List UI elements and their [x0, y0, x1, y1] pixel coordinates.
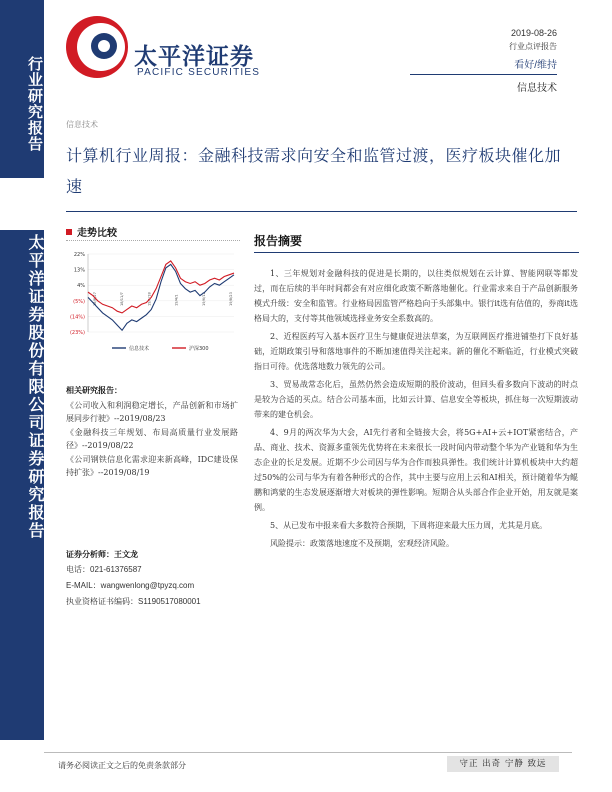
related-reports — [66, 384, 238, 480]
sidebar-bottom-label: 太平洋证券股份有限公司证券研究报告 — [26, 234, 45, 540]
related-heading: 相关研究报告： — [66, 385, 122, 395]
trend-heading-row — [66, 224, 117, 239]
analyst-block — [66, 546, 246, 610]
legend-label: 信息技术 — [129, 346, 150, 352]
y-tick-label: 4% — [77, 283, 85, 290]
x-tick-label: 19/1/18 — [147, 292, 152, 306]
abstract-heading: 报告摘要 — [254, 234, 303, 248]
abstract-paragraph: 4、9月的两次华为大会，AI先行者和全链接大会，将5G+AI+云+IOT紧密结合，产品、商业、技术、资源多重领先优势将在未来很长一段时间内带动整个华为产业链和华为生态企业的长足发展。近期不少公司因与华为合作而独具弹性。我们统计计算机板块中大约超过50%的公司与华为有着各种形式的合作，其中主要与应用上云和AI相关，预计随着华为鲲鹏和鸿蒙的生态发展逐渐增大对板块的弹性影响。短期合从头部合作企业开始，用友就是案例。 — [254, 428, 578, 512]
sidebar-top-band — [0, 0, 44, 178]
related-item[interactable]: 《公司收入和利润稳定增长，产品创新和市场扩展同步行驶》--2019/08/23 — [66, 400, 238, 423]
logo-en-text: PACIFIC SECURITIES — [137, 67, 261, 78]
x-tick-label: 19/6/12 — [201, 292, 206, 306]
abstract-divider — [254, 252, 579, 253]
report-industry: 信息技术 — [517, 83, 557, 94]
y-tick-label: (23%) — [69, 330, 85, 336]
report-title: 计算机行业周报：金融科技需求向安全和监管过渡，医疗板块催化加速 — [66, 146, 562, 196]
y-tick-label: 13% — [73, 267, 85, 274]
abstract-body — [254, 266, 578, 554]
analyst-heading: 证券分析师：王文龙 — [66, 549, 138, 559]
analyst-email[interactable]: E-MAIL：wangwenlong@tpyzq.com — [66, 581, 195, 590]
related-item[interactable]: 《公司钢铁信息化需求迎来新高峰，IDC建设保持扩张》--2019/08/19 — [66, 454, 238, 477]
analyst-phone: 电话：021-61376587 — [66, 565, 142, 574]
title-divider — [66, 211, 577, 212]
trend-divider — [66, 240, 240, 241]
sidebar-top-label: 行业研究报告 — [26, 56, 44, 152]
risk-note: 风险提示：政策落地速度不及预期，宏观经济风险。 — [270, 539, 454, 548]
abstract-paragraph: 1、三年规划对金融科技的促进是长期的，以往类似规划在云计算、智能网联等都发过，而在后续的半年时间都会有对应细化政策不断落地催化。行业需求来自于产品创新服务模式升级：安全和监管。行业格局因监管严格趋向于头部集中。银行it选有估值的，券商it选格局大的，支付等其他领域选择业务安全系数高的。 — [254, 269, 578, 323]
abstract-paragraph: 5、从已发布中报来看大多数符合预期，下周将迎来最大压力周，尤其是月底。 — [270, 521, 548, 530]
report-rating: 看好/维持 — [514, 60, 557, 71]
trend-chart — [64, 248, 240, 358]
footer-motto: 守正 出奇 宁静 致远 — [447, 756, 559, 772]
legend-label: 沪深300 — [189, 346, 209, 352]
x-tick-label: 18/11/7 — [120, 292, 125, 306]
footer-divider — [44, 752, 572, 753]
x-tick-label: 18/8/27 — [93, 292, 97, 306]
abstract-paragraph: 2、近程医药写入基本医疗卫生与健康促进法草案，为互联网医疗推进铺垫打下良好基础，近期政策引导和落地事件的不断加速值得关注起来。新的催化不断临近，行业模式突破指日可待。优选落地数力领先的公司。 — [254, 332, 578, 371]
y-tick-label: (5%) — [73, 298, 85, 305]
pacific-logo-icon — [64, 14, 130, 80]
footer-disclaimer: 请务必阅读正文之后的免责条款部分 — [58, 761, 186, 770]
y-tick-label: 22% — [73, 252, 85, 258]
report-date: 2019-08-26 — [510, 28, 557, 38]
y-tick-label: (14%) — [69, 314, 85, 321]
series-line-2 — [88, 261, 234, 313]
related-item[interactable]: 《金融科技三年规划、布局高质量行业发展路径》--2019/08/22 — [66, 427, 238, 450]
logo-cn-text: 太平洋证券 — [134, 44, 254, 70]
trend-heading: 走势比较 — [77, 228, 117, 239]
sidebar-bottom-band — [0, 230, 44, 740]
header-divider — [410, 74, 557, 75]
series-line-1 — [88, 264, 234, 330]
trend-bullet-icon — [66, 229, 72, 235]
category-label: 信息技术 — [66, 120, 98, 129]
x-tick-label: 19/4/1 — [174, 294, 179, 306]
report-type: 行业点评报告 — [509, 42, 557, 51]
analyst-cert: 执业资格证书编码：S1190517080001 — [66, 597, 201, 606]
header-meta — [509, 28, 557, 71]
x-tick-label: 19/8/23 — [229, 292, 233, 306]
abstract-paragraph: 3、贸易战常态化后，虽然仍然会造成短期的股价波动，但回头看多数向下波动的时点是较为合适的买点。结合公司基本面，比如云计算、信息安全等板块，抓住每一次短期波动带来的建仓机会。 — [254, 380, 578, 419]
